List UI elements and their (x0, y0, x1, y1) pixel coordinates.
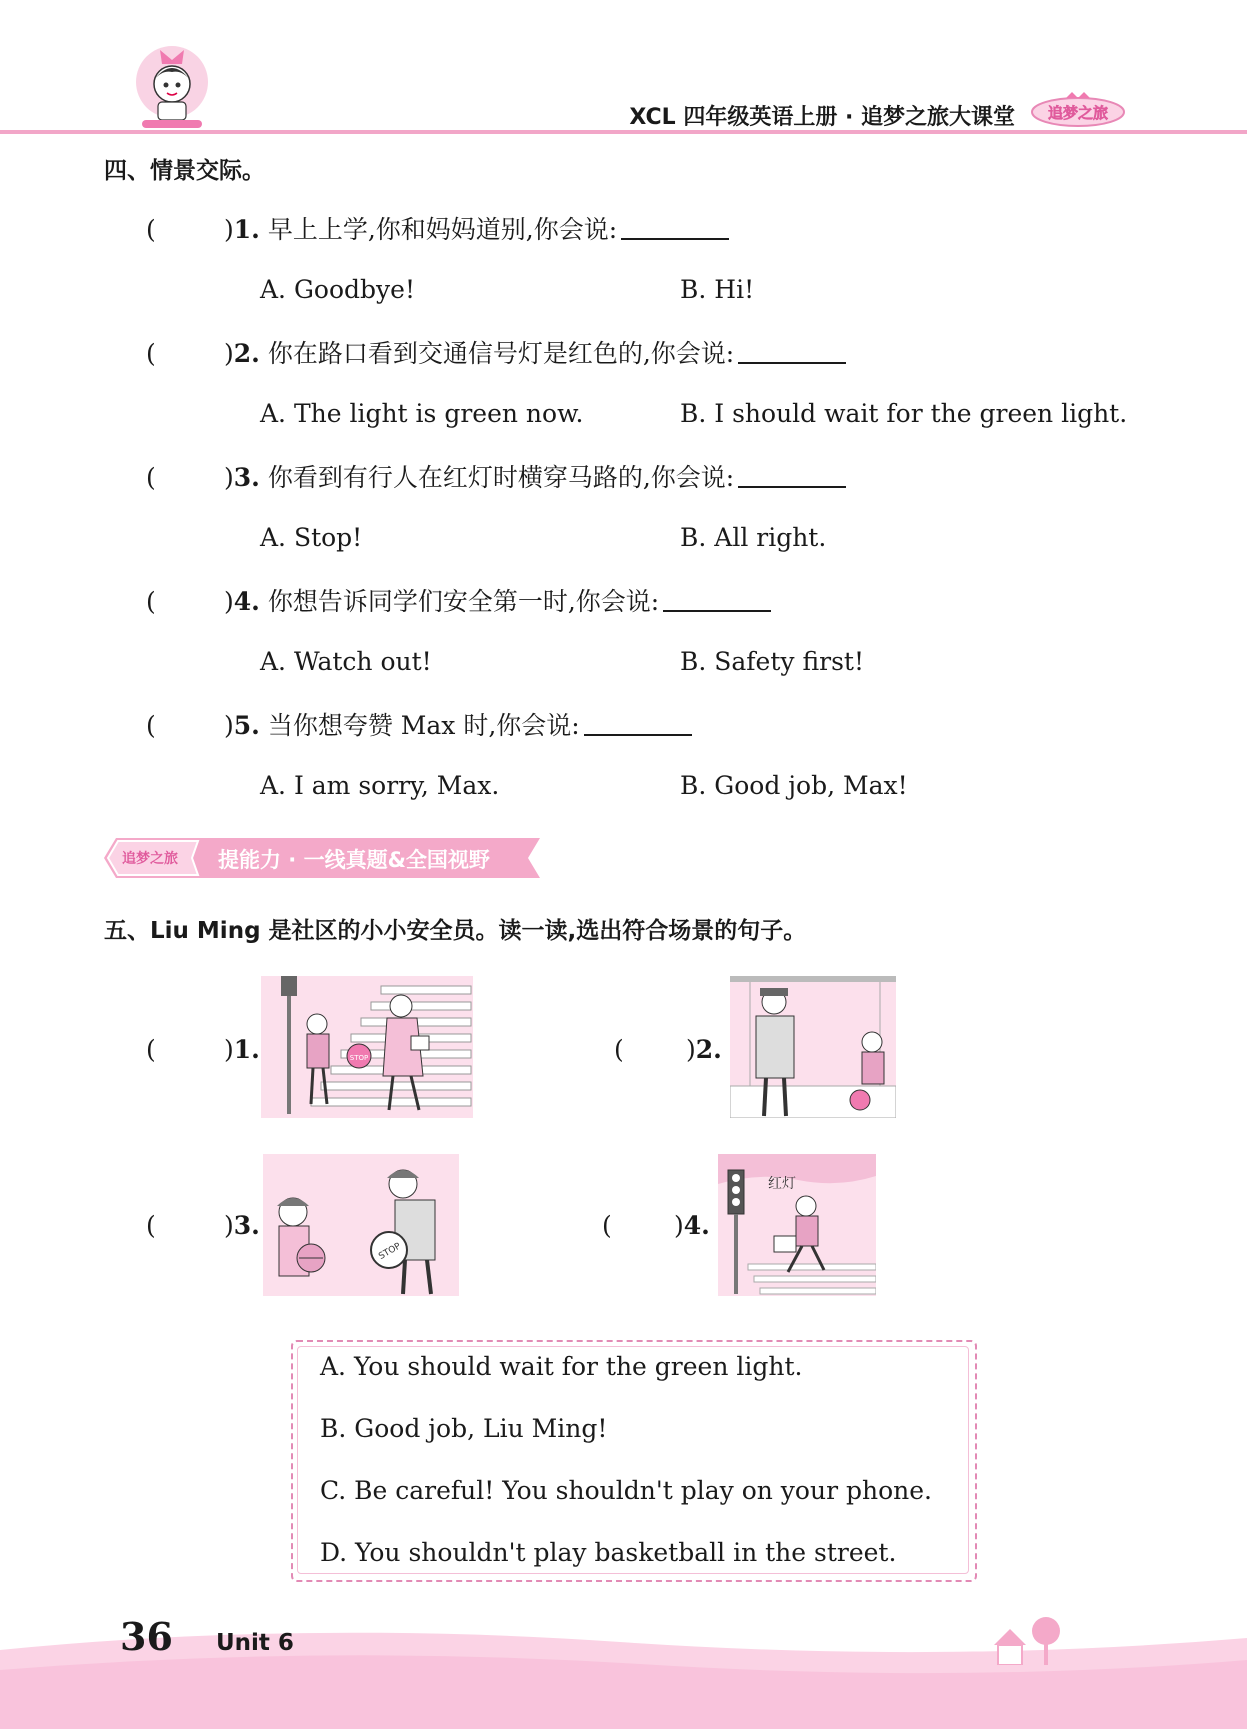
question-number: 2. (233, 339, 260, 368)
answer-paren-left[interactable]: ( (614, 1035, 624, 1064)
answer-paren-right: ) (224, 711, 234, 740)
svg-text:追梦之旅: 追梦之旅 (1047, 104, 1109, 122)
option-b: B. All right. (680, 523, 827, 552)
answer-paren-right: ) (224, 587, 234, 616)
option-d: D. You shouldn't play basketball in the street. (320, 1538, 897, 1567)
picture-item-3 (146, 1206, 260, 1246)
question-text: 早上上学,你和妈妈道别,你会说: (267, 215, 618, 244)
answer-blank[interactable] (738, 460, 846, 488)
answer-paren-right: ) (224, 215, 234, 244)
answer-paren-right: ) (686, 1035, 696, 1064)
picture-item-4 (602, 1206, 710, 1246)
book-title: XCL 四年级英语上册 · 追梦之旅大课堂 (629, 105, 1015, 130)
scene-picture-crossing (261, 976, 473, 1118)
section5-title: 五、Liu Ming 是社区的小小安全员。读一读,选出符合场景的句子。 (104, 918, 807, 944)
page-number: 36 (120, 1614, 173, 1659)
mascot-logo (132, 40, 212, 130)
answer-paren-right: ) (224, 339, 234, 368)
question-text: 当你想夸赞 Max 时,你会说: (267, 711, 580, 740)
item-number: 1. (233, 1035, 260, 1064)
answer-blank[interactable] (663, 584, 771, 612)
question-row (146, 706, 692, 746)
question-text: 你在路口看到交通信号灯是红色的,你会说: (267, 339, 735, 368)
question-number: 1. (233, 215, 260, 244)
option-c: C. Be careful! You shouldn't play on your phone. (320, 1476, 932, 1505)
banner-text: 提能力 · 一线真题&全国视野 (218, 848, 490, 872)
option-b: B. Good job, Max! (680, 771, 908, 800)
question-number: 3. (233, 463, 260, 492)
scene-picture-red-light (718, 1154, 876, 1296)
question-text: 你想告诉同学们安全第一时,你会说: (267, 587, 660, 616)
answer-paren-right: ) (224, 1035, 234, 1064)
item-number: 4. (683, 1211, 710, 1240)
answer-paren-right: ) (224, 1211, 234, 1240)
item-number: 3. (233, 1211, 260, 1240)
answer-paren-left[interactable]: ( (602, 1211, 612, 1240)
question-number: 5. (233, 711, 260, 740)
option-a: A. The light is green now. (260, 399, 584, 428)
option-a: A. You should wait for the green light. (320, 1352, 803, 1381)
answer-paren-left[interactable]: ( (146, 711, 156, 740)
question-row (146, 334, 846, 374)
scene-picture-basketball (263, 1154, 459, 1296)
question-number: 4. (233, 587, 260, 616)
option-b: B. Hi! (680, 275, 755, 304)
question-row (146, 210, 729, 250)
answer-paren-left[interactable]: ( (146, 1211, 156, 1240)
question-text: 你看到有行人在红灯时横穿马路的,你会说: (267, 463, 735, 492)
answer-paren-left[interactable]: ( (146, 587, 156, 616)
banner-logo-text: 追梦之旅 (122, 851, 178, 867)
question-row (146, 458, 846, 498)
brand-logo (1030, 90, 1126, 130)
option-a: A. Watch out! (260, 647, 432, 676)
answer-paren-left[interactable]: ( (146, 215, 156, 244)
picture-item-2 (614, 1030, 722, 1070)
answer-paren-left[interactable]: ( (146, 1035, 156, 1064)
header-rule (0, 130, 1247, 134)
option-b: B. Good job, Liu Ming! (320, 1414, 608, 1443)
picture-item-1 (146, 1030, 260, 1070)
question-row (146, 582, 771, 622)
answer-blank[interactable] (621, 212, 729, 240)
item-number: 2. (695, 1035, 722, 1064)
option-b: B. Safety first! (680, 647, 865, 676)
option-a: A. Stop! (260, 523, 363, 552)
svg-text:STOP: STOP (377, 1241, 403, 1262)
option-a: A. I am sorry, Max. (260, 771, 500, 800)
answer-blank[interactable] (738, 336, 846, 364)
option-a: A. Goodbye! (260, 275, 415, 304)
svg-text:STOP: STOP (349, 1054, 369, 1062)
answer-paren-right: ) (674, 1211, 684, 1240)
section4-title: 四、情景交际。 (104, 158, 265, 184)
svg-text:红灯: 红灯 (768, 1176, 796, 1192)
answer-paren-left[interactable]: ( (146, 463, 156, 492)
answer-blank[interactable] (584, 708, 692, 736)
answer-paren-left[interactable]: ( (146, 339, 156, 368)
section-banner (104, 838, 540, 878)
unit-label: Unit 6 (216, 1630, 294, 1656)
footer-house-icon (990, 1615, 1070, 1665)
scene-picture-police (730, 976, 896, 1118)
option-b: B. I should wait for the green light. (680, 399, 1128, 428)
answer-paren-right: ) (224, 463, 234, 492)
